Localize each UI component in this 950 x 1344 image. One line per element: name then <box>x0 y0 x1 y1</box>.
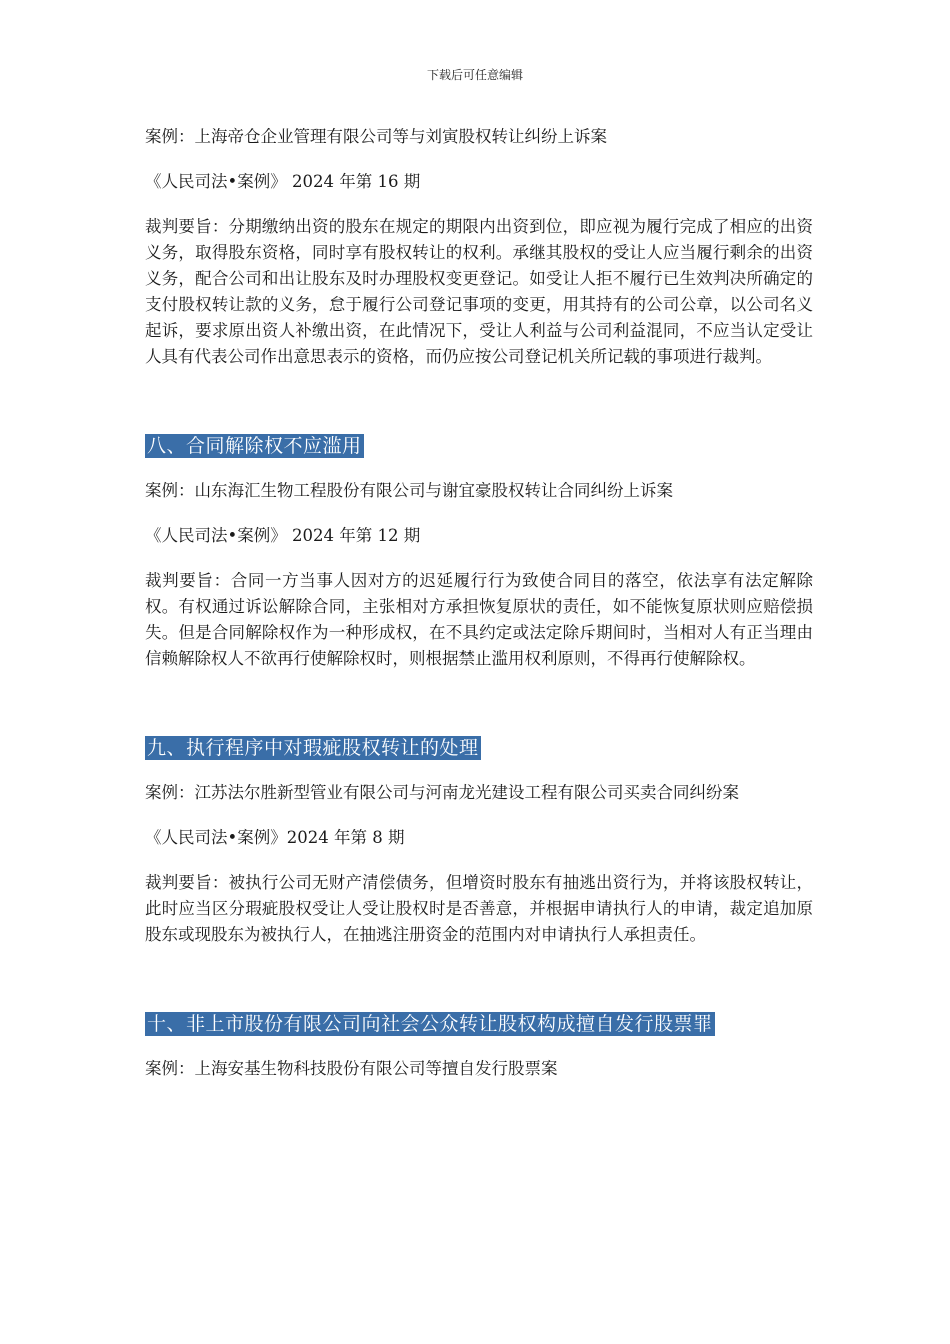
case-summary: 裁判要旨：分期缴纳出资的股东在规定的期限内出资到位，即应视为履行完成了相应的出资义务，取得股东资格，同时享有股权转让的权利。承继其股权的受让人应当履行剩余的出资义务，配合公司和出让股东及时办理股权变更登记。如受让人拒不履行已生效判决所确定的支付股权转让款的义务，怠于履行公司登记事项的变更，用其持有的公司公章，以公司名义起诉，要求原出资人补缴出资，在此情况下，受让人利益与公司利益混同，不应当认定受让人具有代表公司作出意思表示的资格，而仍应按公司登记机关所记载的事项进行裁判。 <box>145 217 813 366</box>
case-block <box>145 736 813 948</box>
page-header-note: 下载后可任意编辑 <box>426 68 523 82</box>
case-title: 案例：江苏法尔胜新型管业有限公司与河南龙光建设工程有限公司买卖合同纠纷案 <box>145 783 739 802</box>
section-heading: 十、非上市股份有限公司向社会公众转让股权构成擅自发行股票罪 <box>147 1013 713 1035</box>
section-heading: 九、执行程序中对瑕疵股权转让的处理 <box>147 737 479 759</box>
case-block <box>145 434 813 672</box>
section-heading: 八、合同解除权不应滥用 <box>147 435 362 457</box>
section-spacer <box>145 948 813 1012</box>
case-source: 《人民司法•案例》 2024 年第 12 期 <box>145 526 421 545</box>
case-summary: 裁判要旨：合同一方当事人因对方的迟延履行行为致使合同目的落空，依法享有法定解除权。有权通过诉讼解除合同，主张相对方承担恢复原状的责任，如不能恢复原状则应赔偿损失。但是合同解除权作为一种形成权，在不具约定或法定除斥期间时，当相对人有正当理由信赖解除权人不欲再行使解除权时，则根据禁止滥用权利原则，不得再行使解除权。 <box>145 571 813 668</box>
section-spacer <box>145 672 813 736</box>
document-body <box>145 124 813 1101</box>
case-source: 《人民司法•案例》2024 年第 8 期 <box>145 828 405 847</box>
case-title: 案例：上海帝仓企业管理有限公司等与刘寅股权转让纠纷上诉案 <box>145 127 607 146</box>
case-source: 《人民司法•案例》 2024 年第 16 期 <box>145 172 421 191</box>
section-spacer <box>145 370 813 434</box>
case-title: 案例：山东海汇生物工程股份有限公司与谢宜豪股权转让合同纠纷上诉案 <box>145 481 673 500</box>
case-block <box>145 1012 813 1082</box>
case-summary: 裁判要旨：被执行公司无财产清偿债务，但增资时股东有抽逃出资行为，并将该股权转让，此时应当区分瑕疵股权受让人受让股权时是否善意，并根据申请执行人的申请，裁定追加原股东或现股东为被执行人，在抽逃注册资金的范围内对申请执行人承担责任。 <box>145 873 813 944</box>
case-block <box>145 124 813 370</box>
case-title: 案例：上海安基生物科技股份有限公司等擅自发行股票案 <box>145 1059 558 1078</box>
